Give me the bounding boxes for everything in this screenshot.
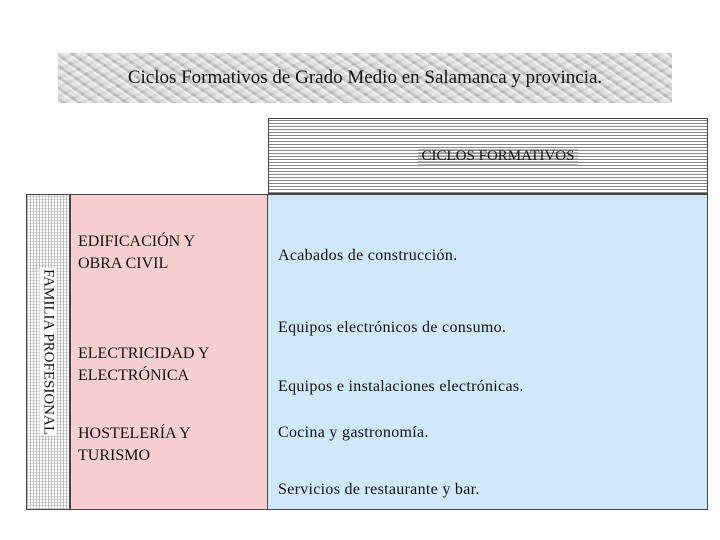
cycle-item: Equipos electrónicos de consumo.	[278, 319, 507, 336]
family-line: EDIFICACIÓN Y	[78, 233, 196, 250]
cycle-item: Equipos e instalaciones electrónicas.	[278, 378, 524, 395]
cycles-column	[268, 194, 708, 510]
family-side-label: FAMILIA PROFESIONAL	[40, 269, 57, 435]
family-line: OBRA CIVIL	[78, 255, 169, 272]
cycles-header	[268, 118, 708, 194]
cycle-item: Servicios de restaurante y bar.	[278, 481, 480, 498]
family-line: ELECTRÓNICA	[78, 367, 190, 384]
family-item	[78, 343, 209, 387]
family-line: TURISMO	[78, 447, 151, 464]
family-side-bar	[26, 194, 70, 510]
family-item	[78, 423, 191, 467]
family-line: HOSTELERÍA Y	[78, 425, 191, 442]
cycles-header-label: CICLOS FORMATIVOS	[418, 148, 579, 165]
cycle-item: Cocina y gastronomía.	[278, 424, 429, 441]
family-item	[78, 231, 195, 275]
title-banner	[58, 53, 672, 103]
page-title: Ciclos Formativos de Grado Medio en Salamanca y provincia.	[127, 67, 603, 88]
cycle-item: Acabados de construcción.	[278, 247, 458, 264]
family-line: ELECTRICIDAD Y	[78, 345, 210, 362]
